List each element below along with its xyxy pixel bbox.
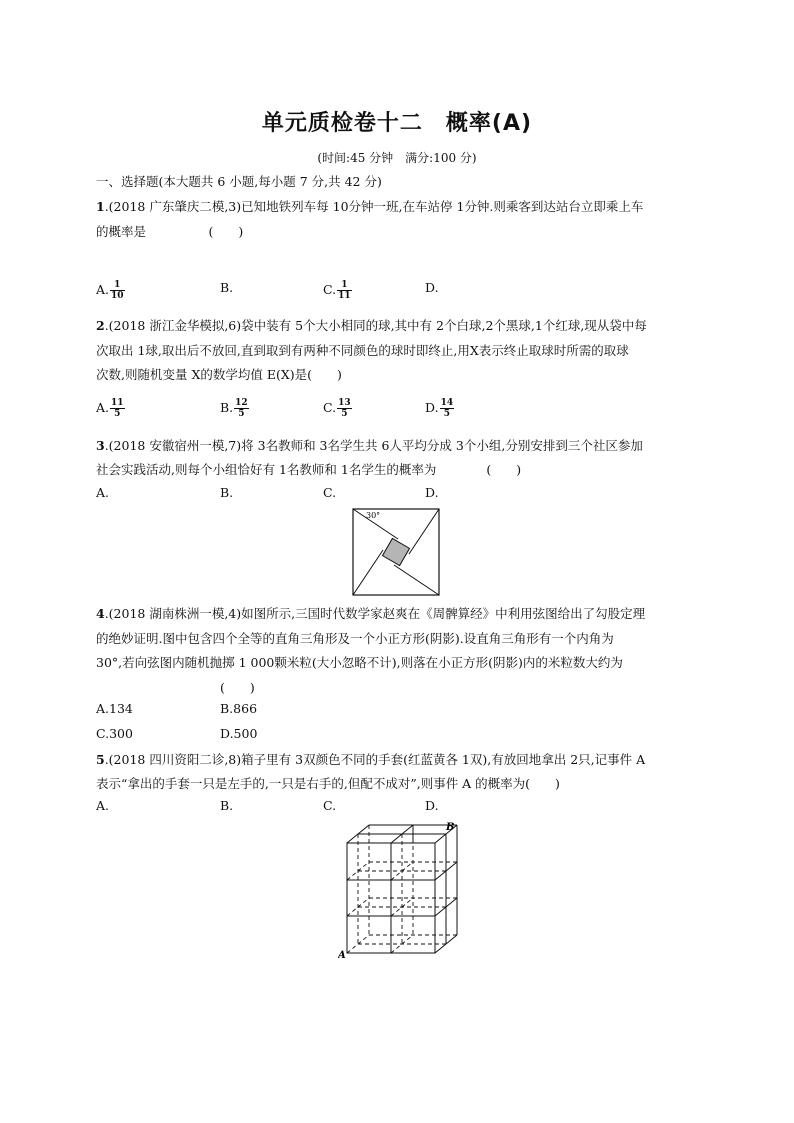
q2-option-a: A. $\frac{11}{5}$: [96, 398, 124, 419]
q4-option-d: D.500: [220, 726, 258, 741]
question-3-line-2: 社会实践活动,则每个小组恰好有 1名教师和 1名学生的概率为 ( ): [96, 462, 522, 477]
question-text: .(2018 浙江金华模拟,6)袋中装有 5个大小相同的球,其中有 2个白球,2个黑球,1个红球,现从袋中每: [104, 318, 647, 333]
q4-option-b: B.866: [220, 701, 258, 716]
question-number: 4: [96, 606, 105, 621]
question-text: .(2018 安徽宿州一模,7)将 3名教师和 3名学生共 6人平均分成 3个小组,分别安排到三个社区参加: [104, 438, 643, 453]
q5-option-d: D.: [425, 798, 439, 813]
fraction: $\frac{1}{11}$: [338, 280, 351, 301]
point-b-label: B: [446, 822, 455, 833]
q1-option-a: A. $\frac{1}{10}$: [96, 280, 124, 301]
page-subtitle: (时间:45 分钟 满分:100 分): [317, 151, 477, 165]
question-number: 5: [96, 752, 105, 767]
q3-option-a: A.: [96, 485, 110, 500]
q3-option-d: D.: [425, 485, 439, 500]
q1-option-c: C. $\frac{1}{11}$: [323, 280, 351, 301]
question-5-line-2: 表示“拿出的手套一只是左手的,一只是右手的,但配不成对”,则事件 A 的概率为( ): [96, 776, 560, 791]
question-4-line-2: 的绝妙证明.图中包含四个全等的直角三角形及一个小正方形(阴影).设直角三角形有一个内角为: [96, 631, 614, 646]
q3-option-b: B.: [220, 485, 234, 500]
question-number: 1: [96, 199, 105, 214]
q5-option-a: A.: [96, 798, 110, 813]
chord-diagram-figure: [352, 508, 440, 596]
q3-option-c: C.: [323, 485, 337, 500]
question-2-line-1: [96, 316, 647, 334]
q5-option-c: C.: [323, 798, 337, 813]
question-1-line-2: 的概率是 ( ): [96, 224, 244, 239]
question-2-line-2: 次取出 1球,取出后不放回,直到取到有两种不同颜色的球时即终止,用X表示终止取球时所需的取球: [96, 343, 629, 358]
q5-option-b: B.: [220, 798, 234, 813]
question-5-line-1: [96, 750, 645, 768]
q1-option-b: B.: [220, 280, 234, 295]
question-text: .(2018 四川资阳二诊,8)箱子里有 3双颜色不同的手套(红蓝黄各 1双),有放回地拿出 2只,记事件 A: [104, 752, 646, 767]
fraction: $\frac{1}{10}$: [111, 280, 124, 301]
question-text: .(2018 广东肇庆二模,3)已知地铁列车每 10分钟一班,在车站停 1分钟.则乘客到达站台立即乘上车: [104, 199, 644, 214]
cube-grid-figure: [338, 818, 463, 960]
section-heading: 一、选择题(本大题共 6 小题,每小题 7 分,共 42 分): [96, 174, 382, 189]
page-title: 单元质检卷十二 概率(A): [261, 111, 533, 136]
question-1-line-1: [96, 197, 643, 215]
fraction: $\frac{13}{5}$: [338, 398, 351, 419]
point-a-label: A: [338, 950, 346, 960]
q4-option-c: C.300: [96, 726, 133, 741]
question-number: 3: [96, 438, 105, 453]
fraction: $\frac{12}{5}$: [235, 398, 248, 419]
angle-label: 30°: [366, 511, 381, 520]
q2-option-b: B. $\frac{12}{5}$: [220, 398, 248, 419]
question-4-line-4: ( ): [220, 680, 255, 695]
hidden-edges: [347, 825, 457, 953]
q2-option-c: C. $\frac{13}{5}$: [323, 398, 351, 419]
question-4-line-1: [96, 604, 645, 622]
question-number: 2: [96, 318, 105, 333]
fraction: $\frac{11}{5}$: [111, 398, 124, 419]
question-3-line-1: [96, 436, 643, 454]
question-4-line-3: 30°,若向弦图内随机抛掷 1 000颗米粒(大小忽略不计),则落在小正方形(阴影)内的米粒数大约为: [96, 655, 623, 670]
question-2-line-3: 次数,则随机变量 X的数学均值 E(X)是( ): [96, 367, 342, 382]
fraction: $\frac{14}{5}$: [440, 398, 454, 419]
q2-option-d: D. $\frac{14}{5}$: [425, 398, 454, 419]
q1-option-d: D.: [425, 280, 439, 295]
question-text: .(2018 湖南株洲一模,4)如图所示,三国时代数学家赵爽在《周髀算经》中利用弦图给出了勾股定理: [104, 606, 646, 621]
q4-option-a: A.134: [96, 701, 133, 716]
